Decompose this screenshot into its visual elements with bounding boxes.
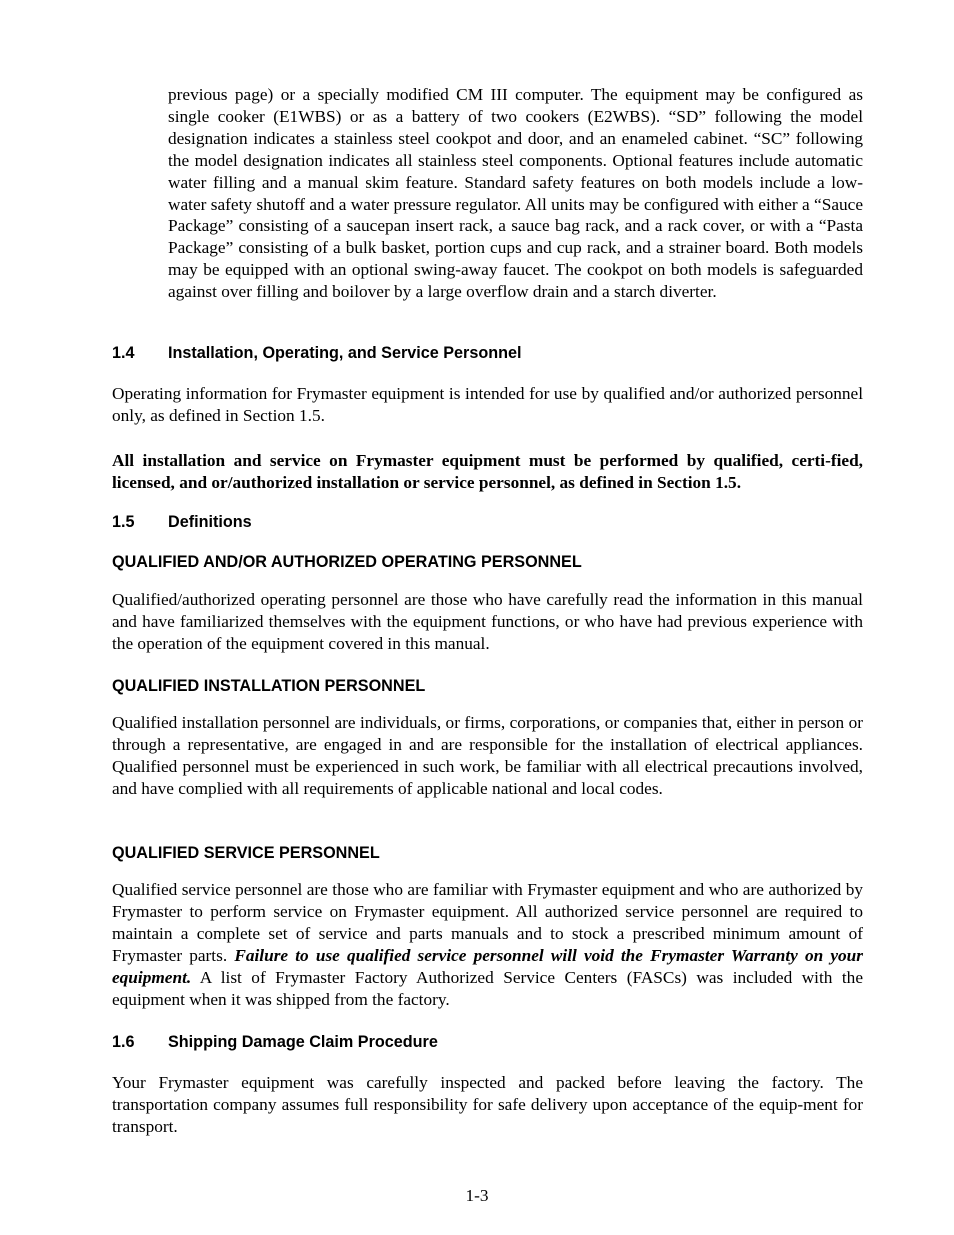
service-paragraph-end: A list of Frymaster Factory Authorized Service Centers (FASCs) was included with the equipment when it was shipped from the factory. [112,967,863,1009]
section-1-6-paragraph: Your Frymaster equipment was carefully inspected and packed before leaving the factory. The transportation company assumes full responsibility for safe delivery upon acceptance of the equip-ment for transport. [112,1073,863,1136]
section-1-4-heading [112,344,522,363]
installation-personnel-paragraph: Qualified installation personnel are individuals, or firms, corporations, or companies that, either in person or through a representative, are engaged in and are responsible for the installation of electrical appliances. Qualified personnel must be experienced in such work, be familiar with all electrical precautions involved, and have complied with all requirements of applicable national and local codes. [112,713,863,798]
operating-personnel-paragraph: Qualified/authorized operating personnel are those who have carefully read the information in this manual and have familiarized themselves with the equipment functions, or who have had previous experience with the operation of the equipment covered in this manual. [112,590,863,653]
section-1-5-heading [112,513,252,532]
section-number: 1.4 [112,344,135,362]
service-personnel-paragraph [112,879,863,1010]
section-number: 1.5 [112,513,135,531]
section-title: Definitions [168,513,252,531]
page-number: 1-3 [465,1186,489,1205]
service-personnel-heading: QUALIFIED SERVICE PERSONNEL [112,844,380,862]
installation-personnel-heading: QUALIFIED INSTALLATION PERSONNEL [112,677,426,695]
operating-personnel-heading: QUALIFIED AND/OR AUTHORIZED OPERATING PERSONNEL [112,553,582,571]
warranty-warning: Failure to use qualified service personnel will void the Frymaster Warranty on your equipment. [112,945,864,987]
section-title: Shipping Damage Claim Procedure [168,1033,438,1051]
service-paragraph-start: Qualified service personnel are those who are familiar with Frymaster equipment and who are authorized by Frymaster to perform service on Frymaster equipment. All authorized service personnel are required to maintain a complete set of service and parts manuals and to stock a prescribed minimum amount of Frymaster parts. [112,880,863,965]
section-1-4-paragraph: Operating information for Frymaster equipment is intended for use by qualified and/or authorized personnel only, as defined in Section 1.5. [112,384,863,425]
section-1-4-bold-notice: All installation and service on Frymaster equipment must be performed by qualified, certi-fied, licensed, and or/authorized installation or service personnel, as defined in Section 1.5. [112,451,863,492]
section-title: Installation, Operating, and Service Personnel [168,344,522,362]
section-number: 1.6 [112,1033,135,1051]
section-1-6-heading [112,1033,438,1052]
intro-paragraph: previous page) or a specially modified CM III computer. The equipment may be configured as single cooker (E1WBS) or as a battery of two cookers (E2WBS). “SD” following the model designation indicates a stainless steel cookpot and door, and an enameled cabinet. “SC” following the model designation indicates all stainless steel components. Optional features include automatic water filling and a manual skim feature. Standard safety features on both models include a low-water safety shutoff and a water pressure regulator. All units may be configured with either a “Sauce Package” consisting of a saucepan insert rack, a sauce bag rack, and a rack cover, or with a “Pasta Package” consisting of a bulk basket, portion cups and cup rack, and a strainer board. Both models may be equipped with an optional swing-away faucet. The cookpot on both models is safeguarded against over filling and boilover by a large overflow drain and a starch diverter. [168,85,863,302]
